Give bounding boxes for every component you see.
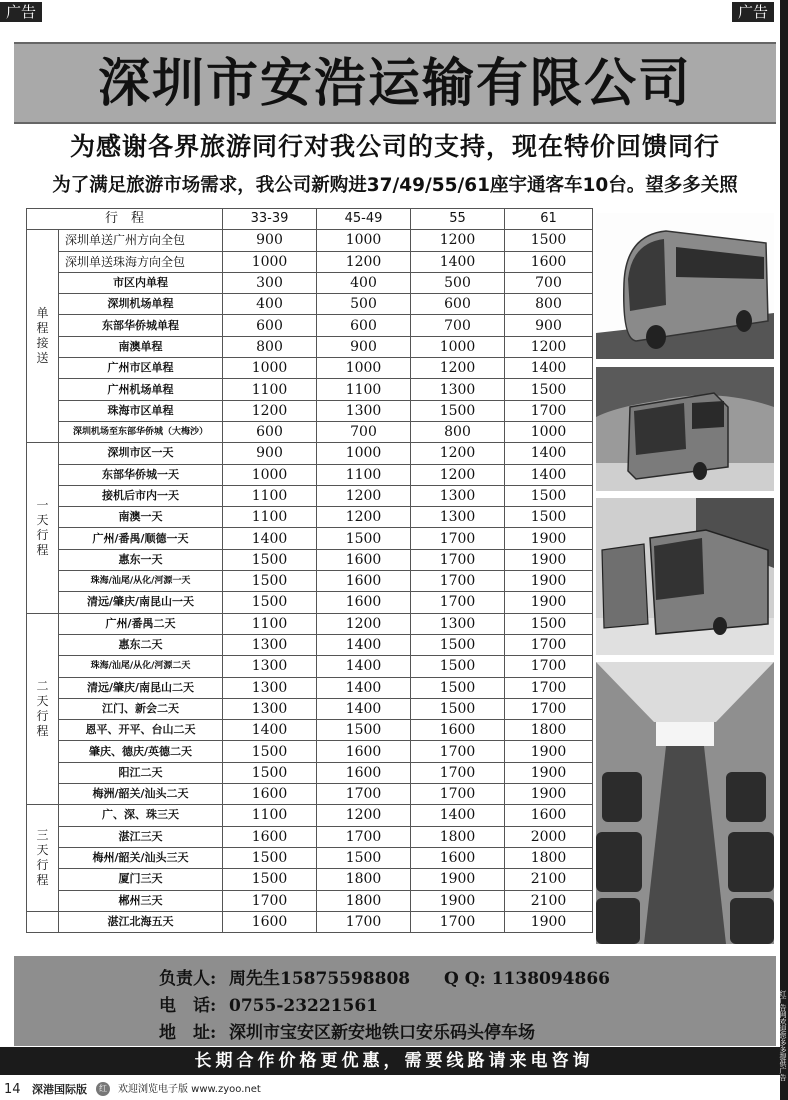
table-row — [27, 741, 593, 762]
price-cell: 1000 — [223, 251, 317, 272]
route-cell: 珠海市区单程 — [59, 400, 223, 421]
table-row — [27, 358, 593, 379]
route-cell: 厦门三天 — [59, 869, 223, 890]
price-cell: 400 — [223, 294, 317, 315]
price-cell: 1700 — [505, 634, 593, 655]
table-row — [27, 421, 593, 442]
header-seats-33-39: 33-39 — [223, 209, 317, 230]
price-cell: 1500 — [223, 571, 317, 592]
contact-person-label: 负责人: — [159, 969, 217, 989]
contact-phone-row — [159, 991, 378, 1016]
page-edge — [780, 0, 788, 1100]
phone-label: 电 话: — [159, 996, 217, 1016]
price-cell: 1500 — [223, 592, 317, 613]
price-cell: 1500 — [223, 549, 317, 570]
price-cell: 2000 — [505, 826, 593, 847]
website-link[interactable]: 欢迎浏览电子版 www.zyoo.net — [118, 1084, 261, 1095]
price-cell: 1900 — [505, 592, 593, 613]
price-cell: 1100 — [223, 507, 317, 528]
price-cell: 1100 — [223, 379, 317, 400]
table-row — [27, 464, 593, 485]
price-cell: 1200 — [223, 400, 317, 421]
contact-person-row — [159, 964, 610, 989]
price-cell: 1300 — [223, 656, 317, 677]
price-cell: 1400 — [411, 251, 505, 272]
table-row — [27, 805, 593, 826]
price-cell: 1400 — [317, 656, 411, 677]
price-cell: 1600 — [505, 251, 593, 272]
price-cell: 1200 — [317, 507, 411, 528]
route-cell: 广州/番禺二天 — [59, 613, 223, 634]
route-cell: 南澳单程 — [59, 336, 223, 357]
route-cell: 接机后市内一天 — [59, 485, 223, 506]
price-cell: 1000 — [223, 464, 317, 485]
price-cell: 1300 — [223, 698, 317, 719]
price-cell: 1600 — [411, 720, 505, 741]
price-cell: 900 — [223, 230, 317, 251]
route-cell: 惠东二天 — [59, 634, 223, 655]
price-cell: 1400 — [411, 805, 505, 826]
price-cell: 800 — [411, 421, 505, 442]
price-cell: 1900 — [411, 890, 505, 911]
price-cell: 1700 — [411, 741, 505, 762]
price-cell: 600 — [223, 421, 317, 442]
table-row — [27, 571, 593, 592]
route-cell: 深圳市区一天 — [59, 443, 223, 464]
table-row — [27, 336, 593, 357]
price-cell: 1300 — [223, 634, 317, 655]
price-cell: 1600 — [317, 592, 411, 613]
price-cell: 1500 — [505, 507, 593, 528]
route-cell: 深圳机场单程 — [59, 294, 223, 315]
price-table — [26, 208, 593, 933]
table-row — [27, 528, 593, 549]
table-row — [27, 677, 593, 698]
price-cell: 1400 — [317, 677, 411, 698]
table-row — [27, 230, 593, 251]
route-cell: 郴州三天 — [59, 890, 223, 911]
page-number: 14 — [4, 1082, 21, 1097]
table-row — [27, 826, 593, 847]
table-row — [27, 656, 593, 677]
price-cell: 1500 — [411, 400, 505, 421]
price-cell: 1700 — [505, 656, 593, 677]
price-cell: 1700 — [505, 698, 593, 719]
price-cell: 1000 — [505, 421, 593, 442]
price-cell: 1600 — [317, 741, 411, 762]
price-cell: 1300 — [411, 613, 505, 634]
price-cell: 1000 — [317, 443, 411, 464]
price-cell: 900 — [317, 336, 411, 357]
route-cell: 广、深、珠三天 — [59, 805, 223, 826]
route-cell: 南澳一天 — [59, 507, 223, 528]
price-cell: 1800 — [505, 847, 593, 868]
bus-photo-1 — [596, 213, 774, 359]
header-route: 行 程 — [27, 209, 223, 230]
price-cell: 600 — [317, 315, 411, 336]
price-cell: 700 — [411, 315, 505, 336]
price-cell: 600 — [411, 294, 505, 315]
route-cell: 肇庆、德庆/英德二天 — [59, 741, 223, 762]
price-cell: 1100 — [223, 805, 317, 826]
bus-photo-2 — [596, 367, 774, 491]
route-cell: 恩平、开平、台山二天 — [59, 720, 223, 741]
price-cell: 1900 — [505, 741, 593, 762]
price-cell: 1400 — [505, 464, 593, 485]
table-row — [27, 847, 593, 868]
company-header — [14, 42, 776, 124]
price-cell: 1500 — [317, 528, 411, 549]
side-vertical-text: 红广告网欢迎您多多提供广告 — [779, 990, 787, 1081]
thanks-line: 为感谢各界旅游同行对我公司的支持，现在特价回馈同行 — [69, 132, 720, 161]
route-cell: 阳江二天 — [59, 762, 223, 783]
header-seats-45-49: 45-49 — [317, 209, 411, 230]
magazine-logo: 红 — [96, 1082, 110, 1096]
route-cell: 惠东一天 — [59, 549, 223, 570]
qq-number: 1138094866 — [491, 969, 610, 989]
price-cell: 1500 — [505, 230, 593, 251]
price-cell: 800 — [223, 336, 317, 357]
price-cell: 1300 — [223, 677, 317, 698]
route-cell: 广州/番禺/顺德一天 — [59, 528, 223, 549]
price-cell: 1500 — [411, 677, 505, 698]
price-cell: 1700 — [411, 549, 505, 570]
address: 深圳市宝安区新安地铁口安乐码头停车场 — [229, 1023, 535, 1043]
price-cell: 400 — [317, 272, 411, 293]
price-cell: 1700 — [505, 400, 593, 421]
price-cell: 2100 — [505, 890, 593, 911]
price-cell: 1900 — [505, 549, 593, 570]
price-cell: 1800 — [317, 869, 411, 890]
price-cell: 1200 — [317, 251, 411, 272]
table-row — [27, 869, 593, 890]
route-cell: 珠海/汕尾/从化/河源一天 — [59, 571, 223, 592]
route-cell: 梅州/韶关/汕头三天 — [59, 847, 223, 868]
group-label — [27, 911, 59, 932]
table-row — [27, 549, 593, 570]
price-cell: 1700 — [411, 784, 505, 805]
route-cell: 梅洲/韶关/汕头二天 — [59, 784, 223, 805]
route-cell: 珠海/汕尾/从化/河源二天 — [59, 656, 223, 677]
price-cell: 1500 — [411, 634, 505, 655]
price-cell: 1400 — [317, 634, 411, 655]
group-label: 二天行程 — [27, 613, 59, 805]
price-cell: 900 — [223, 443, 317, 464]
price-cell: 1500 — [505, 485, 593, 506]
table-row — [27, 911, 593, 932]
price-cell: 1800 — [411, 826, 505, 847]
price-cell: 1700 — [411, 571, 505, 592]
price-cell: 1400 — [317, 698, 411, 719]
route-cell: 广州机场单程 — [59, 379, 223, 400]
price-cell: 1500 — [223, 847, 317, 868]
table-row — [27, 720, 593, 741]
announcement-line: 为了满足旅游市场需求，我公司新购进37/49/55/61座宇通客车10台。望多多关照 — [52, 175, 738, 196]
price-cell: 1900 — [505, 528, 593, 549]
table-row — [27, 890, 593, 911]
address-label: 地 址: — [159, 1023, 217, 1043]
table-row — [27, 634, 593, 655]
price-cell: 1200 — [411, 443, 505, 464]
price-cell: 1200 — [505, 336, 593, 357]
price-cell: 1200 — [411, 358, 505, 379]
promo-banner: 长期合作价格更优惠，需要线路请来电咨询 — [0, 1047, 788, 1075]
table-row — [27, 272, 593, 293]
price-cell: 1400 — [223, 720, 317, 741]
route-cell: 东部华侨城一天 — [59, 464, 223, 485]
price-cell: 1300 — [317, 400, 411, 421]
price-cell: 1600 — [505, 805, 593, 826]
route-cell: 深圳单送珠海方向全包 — [59, 251, 223, 272]
phone-number: 0755-23221561 — [229, 996, 378, 1016]
price-cell: 700 — [317, 421, 411, 442]
price-cell: 1500 — [505, 379, 593, 400]
price-cell: 1300 — [411, 379, 505, 400]
bus-photo-3 — [596, 498, 774, 655]
price-cell: 900 — [505, 315, 593, 336]
price-cell: 1600 — [223, 911, 317, 932]
header-seats-55: 55 — [411, 209, 505, 230]
route-cell: 清远/肇庆/南昆山二天 — [59, 677, 223, 698]
price-cell: 1600 — [223, 784, 317, 805]
price-cell: 1800 — [505, 720, 593, 741]
route-cell: 江门、新会二天 — [59, 698, 223, 719]
ad-tag-right: 广告 — [732, 2, 774, 22]
price-cell: 1500 — [317, 847, 411, 868]
price-cell: 2100 — [505, 869, 593, 890]
price-cell: 1500 — [223, 869, 317, 890]
price-cell: 600 — [223, 315, 317, 336]
magazine-name: 深港国际版 — [32, 1083, 87, 1096]
price-cell: 1500 — [223, 741, 317, 762]
price-cell: 1000 — [317, 230, 411, 251]
price-cell: 1000 — [411, 336, 505, 357]
price-cell: 1700 — [317, 911, 411, 932]
table-row — [27, 613, 593, 634]
table-row — [27, 592, 593, 613]
route-cell: 深圳单送广州方向全包 — [59, 230, 223, 251]
price-cell: 1100 — [317, 464, 411, 485]
contact-panel — [14, 956, 776, 1046]
price-cell: 1100 — [317, 379, 411, 400]
price-cell: 1100 — [223, 485, 317, 506]
table-row — [27, 698, 593, 719]
price-cell: 1500 — [411, 656, 505, 677]
table-row — [27, 485, 593, 506]
header-seats-61: 61 — [505, 209, 593, 230]
price-cell: 800 — [505, 294, 593, 315]
price-cell: 1300 — [411, 507, 505, 528]
price-cell: 1300 — [411, 485, 505, 506]
price-cell: 1600 — [317, 571, 411, 592]
price-cell: 1800 — [317, 890, 411, 911]
route-cell: 广州市区单程 — [59, 358, 223, 379]
route-cell: 市区内单程 — [59, 272, 223, 293]
contact-person: 周先生15875598808 — [229, 969, 411, 989]
table-row — [27, 315, 593, 336]
route-cell: 清远/肇庆/南昆山一天 — [59, 592, 223, 613]
price-cell: 1000 — [223, 358, 317, 379]
price-cell: 500 — [317, 294, 411, 315]
price-cell: 1200 — [317, 805, 411, 826]
price-cell: 1500 — [411, 698, 505, 719]
price-cell: 1700 — [505, 677, 593, 698]
table-row — [27, 762, 593, 783]
price-cell: 700 — [505, 272, 593, 293]
price-cell: 1700 — [317, 826, 411, 847]
price-cell: 1200 — [411, 230, 505, 251]
price-cell: 1600 — [317, 762, 411, 783]
price-cell: 1900 — [505, 911, 593, 932]
table-row — [27, 379, 593, 400]
table-row — [27, 784, 593, 805]
price-cell: 1900 — [505, 784, 593, 805]
price-cell: 1700 — [317, 784, 411, 805]
price-cell: 1600 — [411, 847, 505, 868]
table-row — [27, 507, 593, 528]
price-cell: 1600 — [223, 826, 317, 847]
contact-address-row — [159, 1018, 535, 1043]
price-cell: 1400 — [505, 443, 593, 464]
table-header-row — [27, 209, 593, 230]
route-cell: 深圳机场至东部华侨城（大梅沙） — [59, 421, 223, 442]
group-label: 单程接送 — [27, 230, 59, 443]
price-cell: 1500 — [223, 762, 317, 783]
price-cell: 1700 — [411, 592, 505, 613]
price-cell: 1000 — [317, 358, 411, 379]
price-cell: 1100 — [223, 613, 317, 634]
group-label: 三天行程 — [27, 805, 59, 911]
price-cell: 1900 — [505, 571, 593, 592]
table-row — [27, 251, 593, 272]
route-cell: 东部华侨城单程 — [59, 315, 223, 336]
price-cell: 1200 — [317, 485, 411, 506]
qq-label: Q Q: — [443, 969, 486, 989]
route-cell: 湛江北海五天 — [59, 911, 223, 932]
table-row — [27, 443, 593, 464]
price-cell: 1700 — [223, 890, 317, 911]
price-cell: 1500 — [317, 720, 411, 741]
bus-interior-photo — [596, 662, 774, 944]
table-row — [27, 400, 593, 421]
table-row — [27, 294, 593, 315]
price-cell: 1200 — [411, 464, 505, 485]
route-cell: 湛江三天 — [59, 826, 223, 847]
price-cell: 1700 — [411, 911, 505, 932]
price-cell: 1900 — [411, 869, 505, 890]
price-cell: 500 — [411, 272, 505, 293]
price-cell: 1700 — [411, 528, 505, 549]
ad-tag-left: 广告 — [0, 2, 42, 22]
price-cell: 1400 — [505, 358, 593, 379]
price-cell: 1700 — [411, 762, 505, 783]
price-cell: 300 — [223, 272, 317, 293]
price-cell: 1400 — [223, 528, 317, 549]
company-name: 深圳市安浩运输有限公司 — [97, 54, 692, 114]
price-cell: 1200 — [317, 613, 411, 634]
group-label: 一天行程 — [27, 443, 59, 613]
price-cell: 1500 — [505, 613, 593, 634]
price-cell: 1600 — [317, 549, 411, 570]
price-cell: 1900 — [505, 762, 593, 783]
